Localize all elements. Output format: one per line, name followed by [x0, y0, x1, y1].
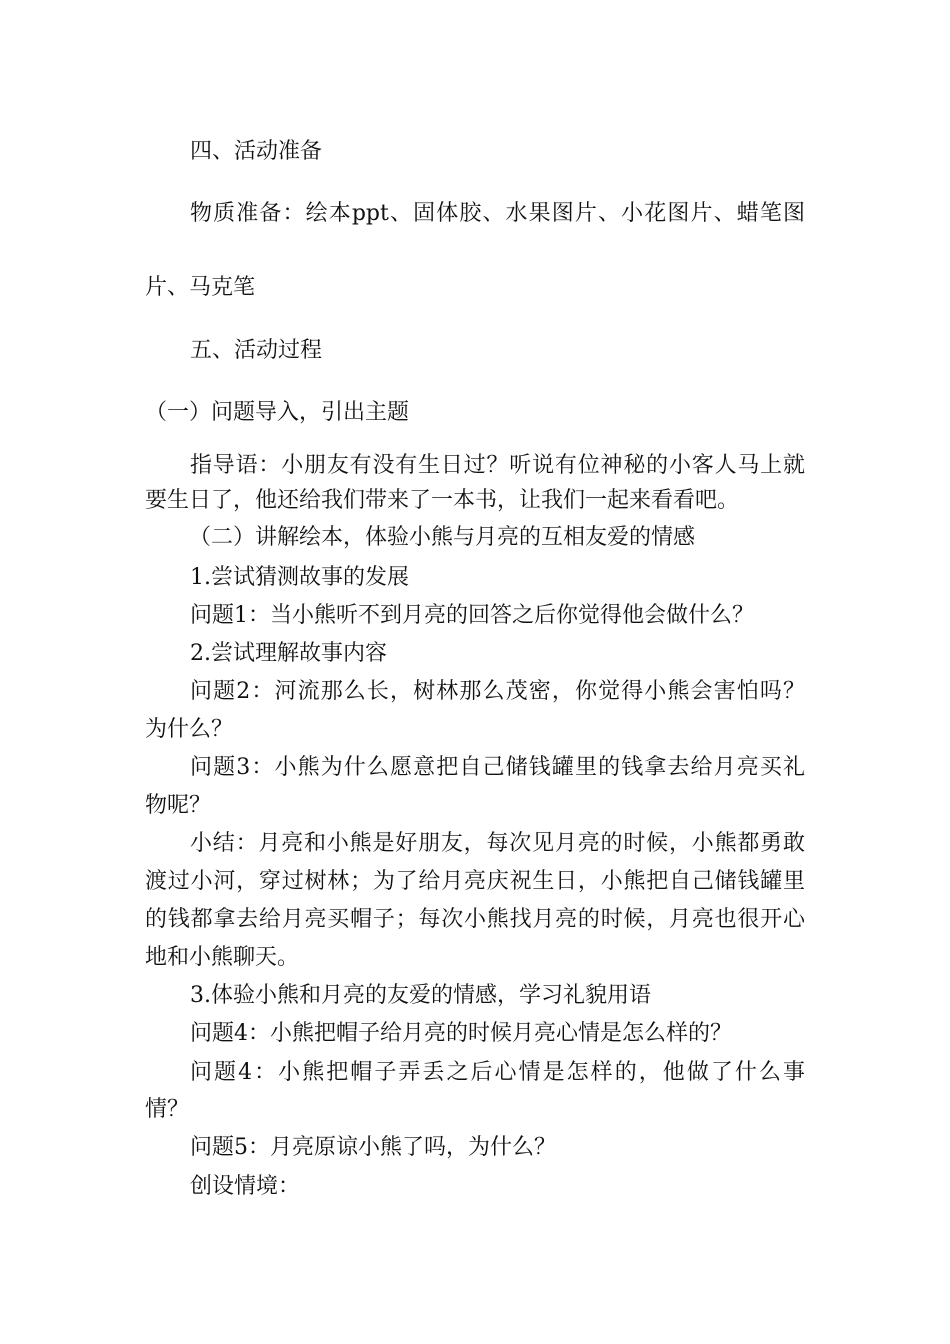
step3: 3.体验小熊和月亮的友爱的情感，学习礼貌用语: [190, 983, 651, 1008]
question2-line2: 为什么？: [145, 717, 234, 742]
question2-line1: 问题2：河流那么长，树林那么茂密，你觉得小熊会害怕吗？: [190, 679, 805, 704]
step1: 1.尝试猜测故事的发展: [190, 565, 409, 590]
part2-heading: （二）讲解绘本，体验小熊与月亮的互相友爱的情感: [189, 525, 696, 550]
guide-line2: 要生日了，他还给我们带来了一本书，让我们一起来看看吧。: [145, 488, 740, 513]
summary-line1: 小结：月亮和小熊是好朋友，每次见月亮的时候，小熊都勇敢: [190, 831, 805, 856]
question1: 问题1：当小熊听不到月亮的回答之后你觉得他会做什么？: [190, 603, 754, 628]
section5-heading: 五、活动过程: [190, 338, 323, 363]
part1-heading: （一）问题导入，引出主题: [145, 400, 410, 425]
materials-line1: 物质准备：绘本ppt、固体胶、水果图片、小花图片、蜡笔图: [190, 201, 805, 226]
materials-line2: 片、马克笔: [145, 275, 256, 300]
question4b-line2: 情？: [145, 1097, 190, 1122]
summary-line3: 的钱都拿去给月亮买帽子；每次小熊找月亮的时候，月亮也很开心: [145, 907, 805, 932]
summary-line2: 渡过小河，穿过树林；为了给月亮庆祝生日，小熊把自己储钱罐里: [145, 869, 805, 894]
summary-line4: 地和小熊聊天。: [145, 945, 300, 970]
question4b-line1: 问题4：小熊把帽子弄丢之后心情是怎样的，他做了什么事: [190, 1060, 805, 1085]
question3-line1: 问题3：小熊为什么愿意把自己储钱罐里的钱拿去给月亮买礼: [190, 755, 805, 780]
question5: 问题5：月亮原谅小熊了吗，为什么？: [190, 1135, 556, 1160]
scenario-label: 创设情境：: [190, 1174, 301, 1199]
question4a: 问题4：小熊把帽子给月亮的时候月亮心情是怎么样的？: [190, 1021, 732, 1046]
question3-line2: 物呢？: [145, 793, 212, 818]
section4-heading: 四、活动准备: [190, 139, 323, 164]
guide-line1: 指导语：小朋友有没有生日过？听说有位神秘的小客人马上就: [190, 453, 805, 478]
step2: 2.尝试理解故事内容: [190, 641, 387, 666]
